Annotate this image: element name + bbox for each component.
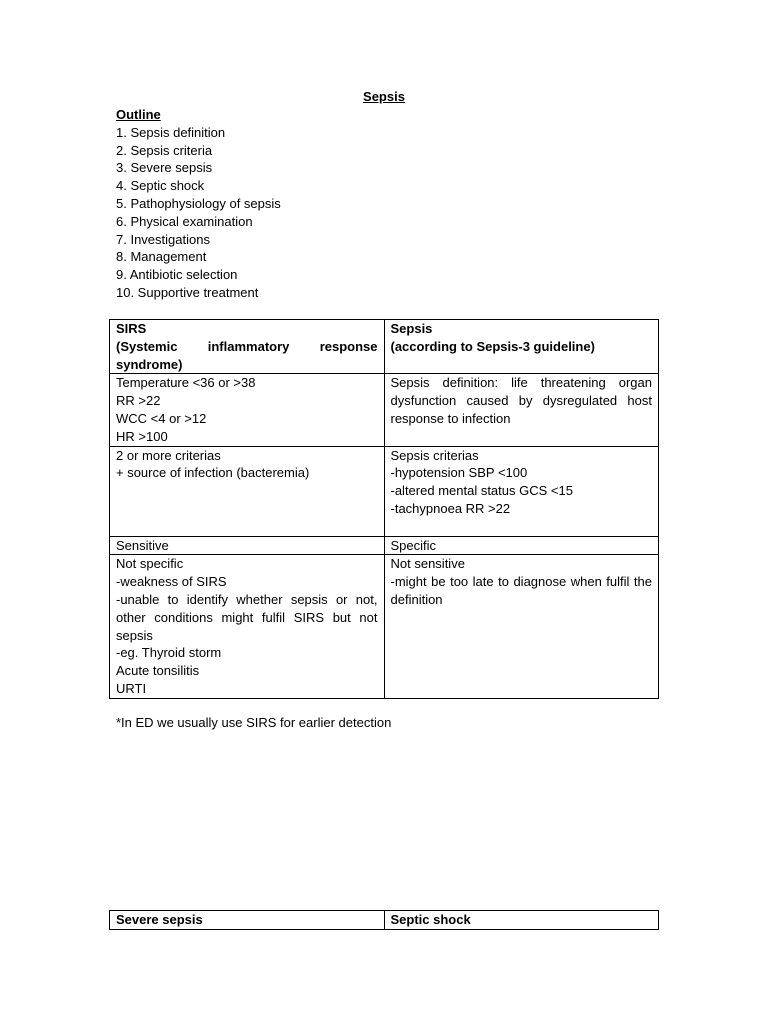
severe-sepsis-septic-shock-table bbox=[109, 910, 659, 930]
outline-heading: Outline bbox=[116, 107, 161, 122]
cell-line: -altered mental status GCS <15 bbox=[390, 483, 573, 499]
cell-line: URTI bbox=[116, 680, 147, 696]
cell-line: -tachypnoea RR >22 bbox=[390, 500, 511, 516]
table-row bbox=[110, 555, 659, 699]
outline-item: 5. Pathophysiology of sepsis bbox=[116, 195, 281, 211]
outline-item: 6. Physical examination bbox=[116, 213, 253, 229]
table-cell bbox=[384, 536, 659, 555]
outline-item: 10. Supportive treatment bbox=[116, 284, 259, 300]
cell-line: RR >22 bbox=[116, 393, 161, 409]
table-cell bbox=[110, 374, 385, 446]
cell-line: Sensitive bbox=[116, 537, 169, 553]
cell-line: HR >100 bbox=[116, 428, 168, 444]
outline-item: 1. Sepsis definition bbox=[116, 124, 226, 140]
table-row bbox=[110, 374, 659, 446]
table-header-row bbox=[110, 320, 659, 374]
cell-line: -hypotension SBP <100 bbox=[390, 465, 528, 481]
outline-item: 7. Investigations bbox=[116, 231, 210, 247]
cell-line: Not specific bbox=[116, 556, 184, 572]
cell-paragraph: Sepsis definition: life threatening organ dysfunction caused by dysregulated host response to infection bbox=[390, 375, 652, 426]
cell-line: syndrome) bbox=[116, 356, 183, 372]
table-cell bbox=[110, 446, 385, 536]
sirs-header-cell bbox=[110, 320, 385, 374]
cell-line: (Systemic inflammatory response bbox=[116, 338, 378, 354]
cell-line: SIRS bbox=[116, 321, 147, 336]
cell-line: Not sensitive bbox=[390, 556, 465, 572]
outline-item: 9. Antibiotic selection bbox=[116, 267, 238, 283]
table-row bbox=[110, 536, 659, 555]
outline-list bbox=[116, 124, 281, 302]
cell-line: -eg. Thyroid storm bbox=[116, 645, 222, 661]
cell-line: Specific bbox=[390, 537, 437, 553]
table-cell bbox=[384, 374, 659, 446]
outline-section bbox=[116, 106, 281, 302]
table-cell bbox=[384, 555, 659, 699]
septic-shock-header-cell: Septic shock bbox=[384, 911, 659, 930]
severe-sepsis-header-cell: Severe sepsis bbox=[110, 911, 385, 930]
outline-item: 8. Management bbox=[116, 249, 207, 265]
outline-item: 2. Sepsis criteria bbox=[116, 142, 213, 158]
cell-line: Sepsis bbox=[390, 321, 433, 336]
cell-paragraph: -might be too late to diagnose when fulfil the definition bbox=[390, 574, 652, 607]
sepsis-header-cell bbox=[384, 320, 659, 374]
cell-line: Temperature <36 or >38 bbox=[116, 375, 256, 391]
cell-paragraph: -unable to identify whether sepsis or not, other conditions might fulfil SIRS but not sepsis bbox=[116, 591, 378, 643]
outline-item: 3. Severe sepsis bbox=[116, 160, 213, 176]
cell-line: -weakness of SIRS bbox=[116, 574, 227, 590]
cell-line: Acute tonsilitis bbox=[116, 663, 200, 679]
sirs-vs-sepsis-table bbox=[109, 319, 659, 699]
table-header-row bbox=[110, 911, 659, 930]
page-title: Sepsis bbox=[363, 89, 405, 104]
cell-line: Sepsis criterias bbox=[390, 447, 479, 463]
footnote: *In ED we usually use SIRS for earlier detection bbox=[116, 715, 392, 730]
table-cell bbox=[384, 446, 659, 536]
cell-line: WCC <4 or >12 bbox=[116, 410, 207, 426]
table-cell bbox=[110, 555, 385, 699]
cell-line: + source of infection (bacteremia) bbox=[116, 465, 310, 481]
cell-line: (according to Sepsis-3 guideline) bbox=[390, 338, 595, 354]
cell-line: 2 or more criterias bbox=[116, 447, 221, 463]
outline-item: 4. Septic shock bbox=[116, 178, 205, 194]
table-cell bbox=[110, 536, 385, 555]
table-row bbox=[110, 446, 659, 536]
